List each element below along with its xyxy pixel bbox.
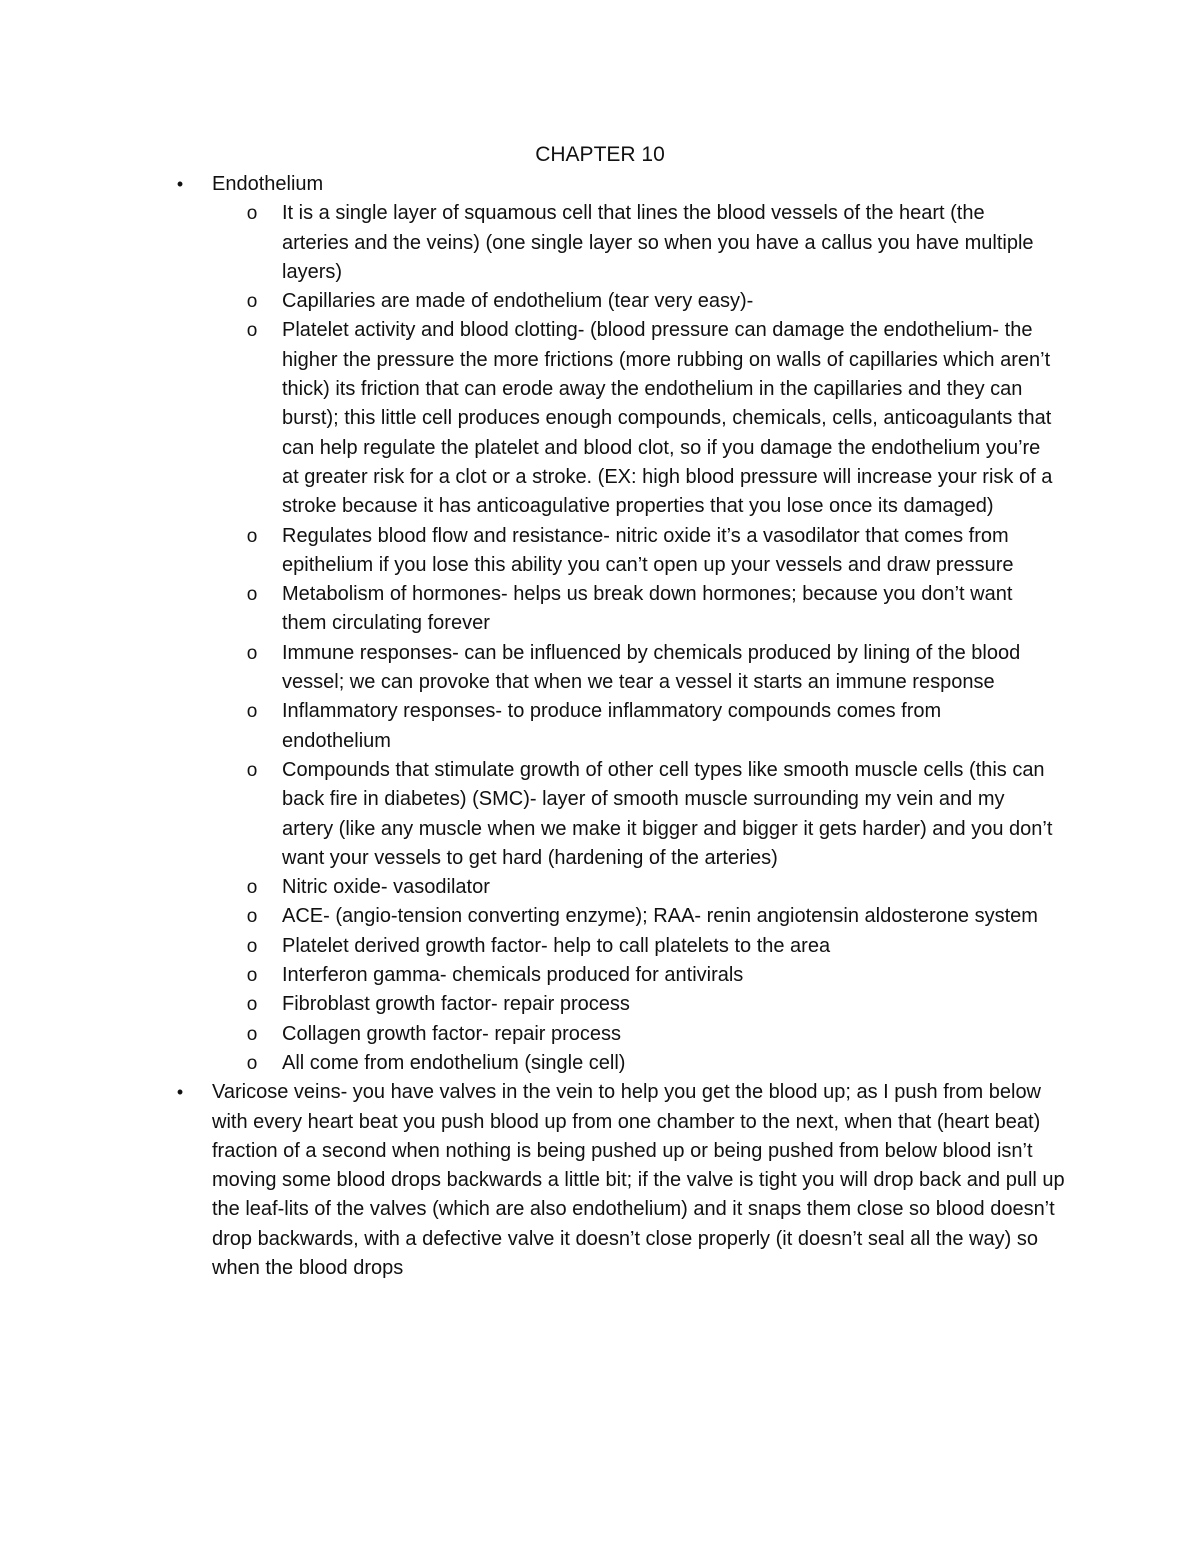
sub-bullet-icon: o bbox=[246, 203, 258, 225]
sub-list-item bbox=[246, 199, 1065, 287]
sub-bullet-icon: o bbox=[246, 935, 258, 957]
sub-bullet-icon: o bbox=[246, 701, 258, 723]
list-item-varicose-veins bbox=[0, 1078, 1200, 1283]
bullet-list bbox=[0, 170, 1200, 1283]
sub-list-item-text: ACE- (angio-tension converting enzyme); RAA- renin angiotensin aldosterone system bbox=[282, 905, 1038, 928]
sub-list-item-text: Interferon gamma- chemicals produced for antivirals bbox=[282, 964, 744, 987]
sub-list-item-text: Fibroblast growth factor- repair process bbox=[282, 993, 630, 1016]
sub-bullet-icon: o bbox=[246, 965, 258, 987]
sub-list-item bbox=[246, 902, 1065, 931]
sub-bullet-icon: o bbox=[246, 1023, 258, 1045]
sub-list-item bbox=[246, 1020, 1065, 1049]
sub-bullet-icon: o bbox=[246, 584, 258, 606]
sub-list-item bbox=[246, 932, 1065, 961]
sub-list-item bbox=[246, 522, 1065, 581]
sub-list-item-text: Collagen growth factor- repair process bbox=[282, 1022, 622, 1045]
sub-bullet-icon: o bbox=[246, 877, 258, 899]
sub-list-item bbox=[246, 639, 1065, 698]
bullet-icon: • bbox=[176, 174, 184, 194]
sub-list-item-text: Platelet activity and blood clotting- (blood pressure can damage the endothelium- the higher the pressure the more frictions (more rubbing on walls of capillaries which aren’t thick) its friction that can erode away the endothelium in the capillaries and they can burst); this little cell produces enough compounds, chemicals, cells, anticoagulants that can help regulate the platelet and blood clot, so if you damage the endothelium you’re at greater risk for a clot or a stroke. (EX: high blood pressure will increase your risk of a stroke because it has anticoagulative properties that you lose once its damaged) bbox=[282, 319, 1053, 518]
sub-list-item-text: Platelet derived growth factor- help to call platelets to the area bbox=[282, 934, 831, 957]
chapter-title: CHAPTER 10 bbox=[535, 143, 665, 166]
sub-list-item-text: Nitric oxide- vasodilator bbox=[282, 876, 490, 899]
sub-bullet-icon: o bbox=[246, 291, 258, 313]
sub-bullet-icon: o bbox=[246, 642, 258, 664]
sub-list-item bbox=[246, 580, 1065, 639]
sub-bullet-icon: o bbox=[246, 525, 258, 547]
sub-list-item bbox=[246, 961, 1065, 990]
sub-list-item-text: Metabolism of hormones- helps us break down hormones; because you don’t want them circulating forever bbox=[282, 583, 1013, 635]
sub-list-item-text: Immune responses- can be influenced by chemicals produced by lining of the blood vessel; we can provoke that when we tear a vessel it starts an immune response bbox=[282, 641, 1021, 694]
sub-bullet-icon: o bbox=[246, 994, 258, 1016]
sub-bullet-icon: o bbox=[246, 320, 258, 342]
sub-list-item-text: It is a single layer of squamous cell that lines the blood vessels of the heart (the arteries and the veins) (one single layer so when you have a callus you have multiple layers) bbox=[282, 202, 1034, 283]
list-item-text: Varicose veins- you have valves in the vein to help you get the blood up; as I push from below with every heart beat you push blood up from one chamber to the next, when that (heart beat) fraction of a second when nothing is being pushed up or being pushed from below blood isn’t moving some blood drops backwards a little bit; if the valve is tight you will drop back and pull up the leaf-lits of the valves (which are also endothelium) and it snaps them close so blood doesn’t drop backwards, with a defective valve it doesn’t close properly (it doesn’t seal all the way) so when the blood drops bbox=[212, 1081, 1065, 1279]
sub-bullet-icon: o bbox=[246, 906, 258, 928]
sub-list-item-text: Regulates blood flow and resistance- nitric oxide it’s a vasodilator that comes from epithelium if you lose this ability you can’t open up your vessels and draw pressure bbox=[282, 524, 1014, 576]
sub-list-item-text: Inflammatory responses- to produce inflammatory compounds comes from endothelium bbox=[282, 700, 942, 752]
sub-list-item bbox=[246, 1049, 1065, 1078]
sub-list-item bbox=[246, 287, 1065, 316]
sub-list-item-text: All come from endothelium (single cell) bbox=[282, 1051, 626, 1074]
sub-list-item-text: Compounds that stimulate growth of other cell types like smooth muscle cells (this can back fire in diabetes) (SMC)- layer of smooth muscle surrounding my vein and my artery (like any muscle when we make it bigger and bigger it gets harder) and you don’t want your vessels to get hard (hardening of the arteries) bbox=[282, 758, 1053, 869]
sub-list-item bbox=[246, 316, 1065, 521]
sub-bullet-icon: o bbox=[246, 1052, 258, 1074]
sub-list-item bbox=[246, 697, 1065, 756]
sub-bullet-list bbox=[212, 199, 1065, 1078]
sub-list-item bbox=[246, 756, 1065, 873]
sub-list-item bbox=[246, 873, 1065, 902]
sub-list-item bbox=[246, 990, 1065, 1019]
bullet-icon: • bbox=[176, 1082, 184, 1103]
notes-body bbox=[0, 170, 1200, 1283]
sub-bullet-icon: o bbox=[246, 759, 258, 781]
sub-list-item-text: Capillaries are made of endothelium (tear very easy)- bbox=[282, 290, 754, 313]
list-item-endothelium bbox=[0, 170, 1200, 1078]
list-item-text: Endothelium bbox=[212, 173, 324, 195]
